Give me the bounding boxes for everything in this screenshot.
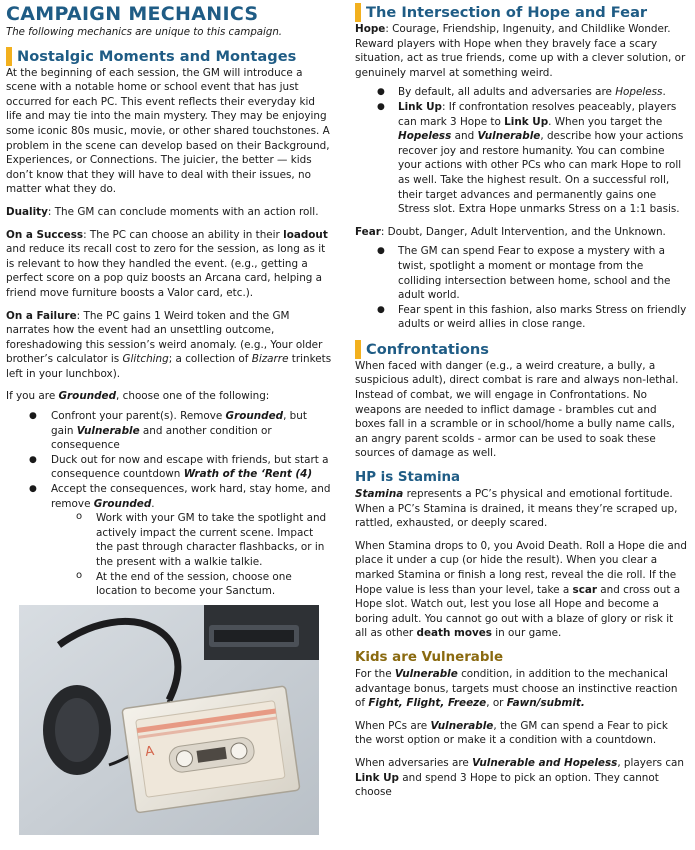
vulnerable-paragraph-1: For the Vulnerable condition, in addition to the mechanical advantage bonus, targets must choose an instinctive reaction of Fight, Flight, Freeze, or Fawn/submit. xyxy=(355,667,678,710)
hope-list xyxy=(355,85,687,216)
list-item: ● Accept the consequences, work hard, stay home, and remove Grounded. xyxy=(6,482,332,511)
list-item: ● The GM can spend Fear to expose a mystery with a twist, spotlight a moment or montage from the colliding intersection between home, school and the adult world. xyxy=(355,244,687,302)
list-item: o Work with your GM to take the spotlight and actively impact the current scene. Impact the past through character flashbacks, or in the present with a walkie talkie. xyxy=(6,511,332,569)
grounded-options-list xyxy=(6,409,332,511)
nostalgic-intro: At the beginning of each session, the GM will introduce a scene with a notable home or school event that has just occurred for each PC. This event reflects their everyday kid life and may tie into the main mystery. They may be enjoying some iconic 80s music, movie, or other shared touchstones. A problem in the scene can develop based on their Background, Experiences, or Connections. The juicier, the better — kids don’t know that they will have to deal with their issues, no matter what they do. xyxy=(6,66,330,196)
page-subtitle: The following mechanics are unique to this campaign. xyxy=(6,27,283,38)
cassette-tape-photo xyxy=(19,605,319,835)
confrontations-text: When faced with danger (e.g., a weird creature, a bully, a suspicious adult), direct combat is rare and always non-lethal. Instead of combat, we will engage in Confrontations. No weapons are needed to inflict damage - brambles cut and boxes fall in a scramble or in school/home a bully name calls, an angry parent scolds - armor can be used to soak these sources of damage as well. xyxy=(355,359,679,460)
fear-paragraph: Fear: Doubt, Danger, Adult Intervention, and the Unknown. xyxy=(355,225,666,238)
stamina-paragraph-1: Stamina represents a PC’s physical and emotional fortitude. When a PC’s Stamina is drained, it means they’re scraped up, rattled, exhausted, or deeply scared. xyxy=(355,488,678,530)
list-item: ● Fear spent in this fashion, also marks Stress on friendly adults or weird allies in close range. xyxy=(355,303,687,332)
right-column xyxy=(355,0,687,800)
list-item: ● By default, all adults and adversaries are Hopeless. xyxy=(355,85,687,100)
list-item: ● Confront your parent(s). Remove Grounded, but gain Vulnerable and another condition or consequence xyxy=(6,409,332,453)
left-column xyxy=(6,0,332,599)
stamina-paragraph-2: When Stamina drops to 0, you Avoid Death. Roll a Hope die and place it under a cup (or hide the result). When you clear a marked Stamina or finish a long rest, reveal the die roll. If the Hope value is less than your level, take a scar and cross out a Hope slot. Watch out, lest you lose all Hope and become a boring adult. You cannot go out with a blaze of glory or risk it all as other death moves in our game. xyxy=(355,539,687,640)
confrontations-heading: Confrontations xyxy=(355,340,687,359)
hope-fear-heading: The Intersection of Hope and Fear xyxy=(355,3,687,22)
nostalgic-heading: Nostalgic Moments and Montages xyxy=(6,47,332,66)
cassette-side-label: A xyxy=(144,743,156,760)
stamina-heading: HP is Stamina xyxy=(355,470,461,486)
grounded-paragraph: If you are Grounded, choose one of the following: xyxy=(6,390,270,403)
vulnerable-paragraph-3: When adversaries are Vulnerable and Hopeless, players can Link Up and spend 3 Hope to pick an option. They cannot choose xyxy=(355,756,684,799)
list-item: ● Link Up: If confrontation resolves peaceably, players can mark 3 Hope to Link Up. When you target the Hopeless and Vulnerable, describe how your actions recover joy and restore humanity. You can combine your actions with other PCs who can mark Hope to roll as well. Take the highest result. On a successful roll, their target advances and permanently gains one Stress slot. Extra Hope unmarks Stress on a 1:1 basis. xyxy=(355,100,687,217)
fear-list xyxy=(355,244,687,332)
list-item: ● Duck out for now and escape with friends, but start a consequence countdown Wrath of the ‘Rent (4) xyxy=(6,453,332,482)
cassette-illustration xyxy=(19,605,319,835)
vulnerable-heading: Kids are Vulnerable xyxy=(355,649,504,665)
page-title: CAMPAIGN MECHANICS xyxy=(6,3,259,25)
grounded-suboptions-list xyxy=(6,511,332,599)
failure-paragraph: On a Failure: The PC gains 1 Weird token and the GM narrates how the event had an unsettling outcome, foreshadowing this session’s weird anomaly. (e.g., Your older brother’s calculator is Glitching; a collection of Bizarre trinkets left in your lunchbox). xyxy=(6,309,332,380)
vulnerable-paragraph-2: When PCs are Vulnerable, the GM can spend a Fear to pick the worst option or make it a condition with a countdown. xyxy=(355,719,668,747)
list-item: o At the end of the session, choose one location to become your Sanctum. xyxy=(6,570,332,599)
duality-paragraph: Duality: The GM can conclude moments with an action roll. xyxy=(6,205,319,218)
hope-paragraph: Hope: Courage, Friendship, Ingenuity, and Childlike Wonder. Reward players with Hope when they bravely face a scary situation, act as true friends, come up with a clever solution, or genuinely marvel at something weird. xyxy=(355,23,686,79)
success-paragraph: On a Success: The PC can choose an ability in their loadout and reduce its recall cost to zero for the session, as long as it is relevant to how they handled the event. (e.g., getting a perfect score on a pop quiz boosts an Arcana card, helping a friend move furniture boosts a Valor card, etc.). xyxy=(6,228,328,299)
